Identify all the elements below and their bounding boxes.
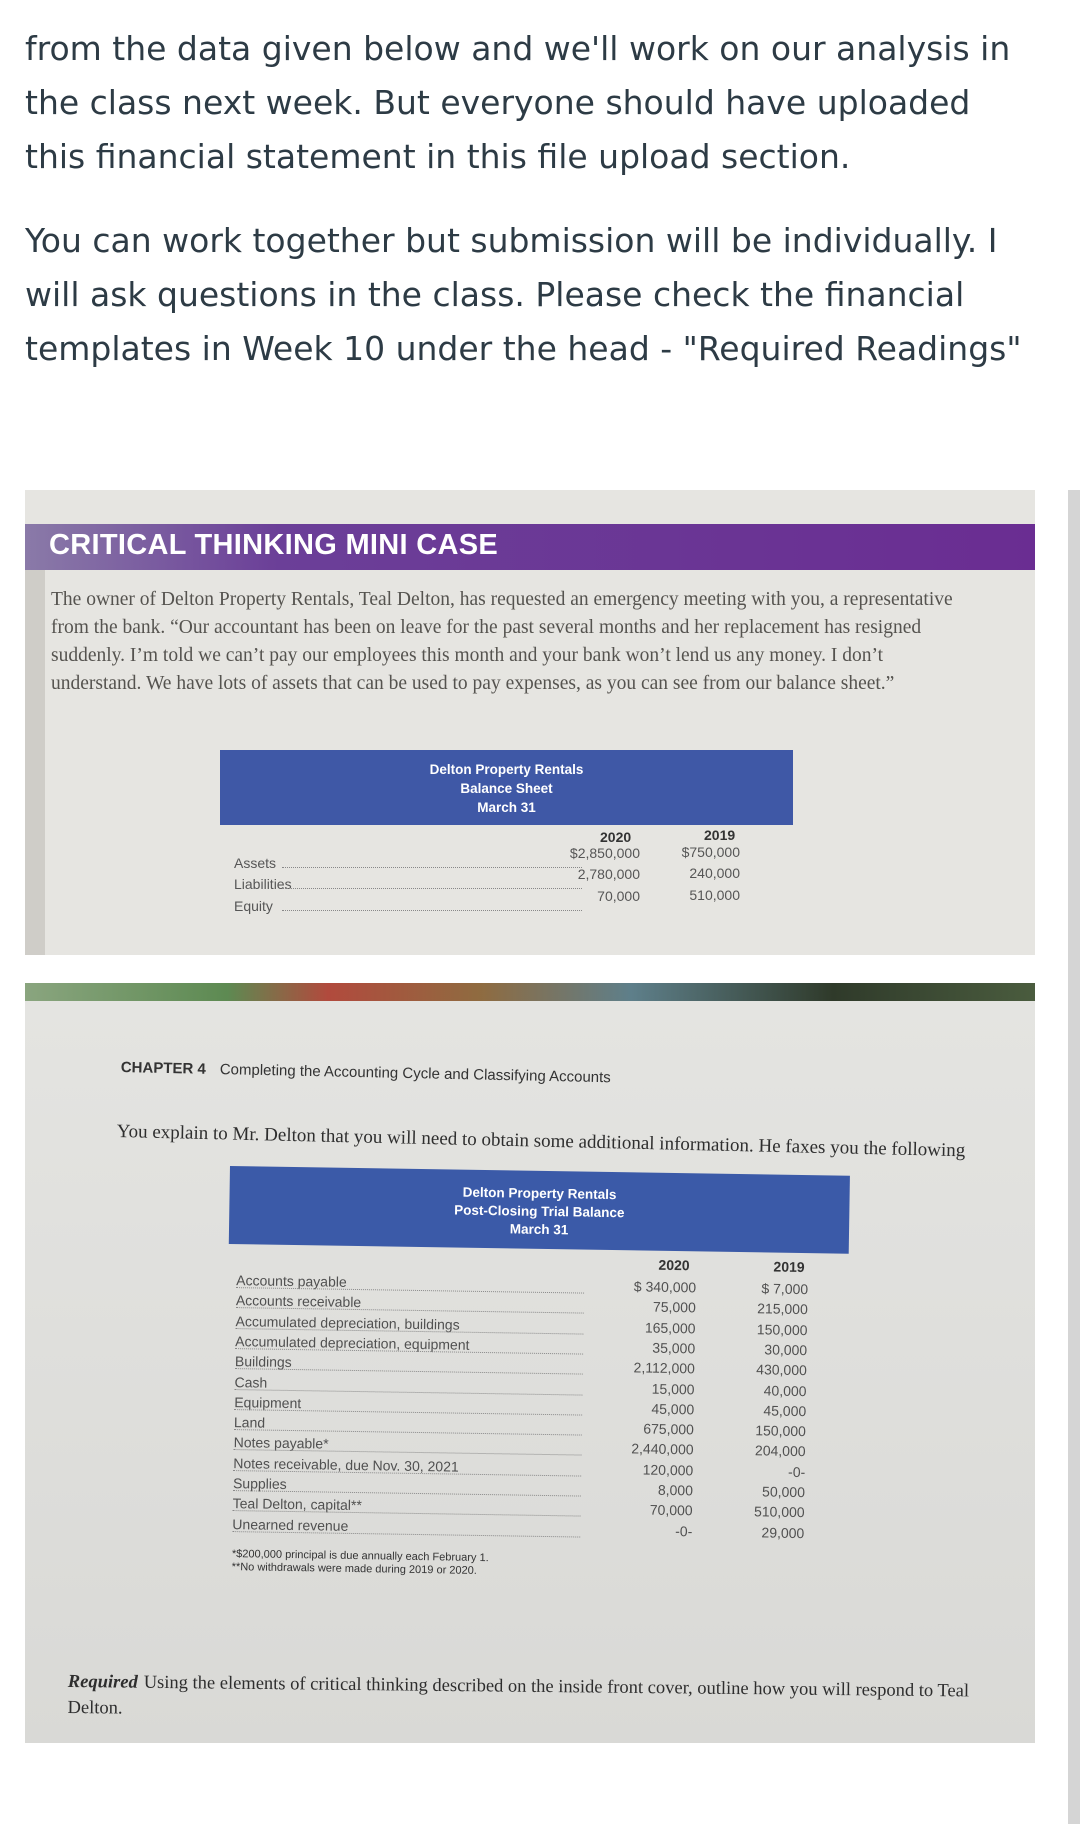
balance-sheet-company: Delton Property Rentals — [429, 762, 584, 777]
mini-case-banner — [25, 524, 1035, 570]
balance-sheet-year-2019: 2019 — [704, 827, 736, 843]
balance-sheet-statement: Balance Sheet — [460, 781, 553, 796]
photo-background-strip — [25, 983, 1035, 1001]
row-label: Accumulated depreciation, buildings — [235, 1312, 460, 1333]
row-value-2020: 675,000 — [643, 1420, 695, 1438]
row-value-2020: 70,000 — [597, 888, 640, 904]
balance-sheet-table — [220, 825, 793, 945]
row-label: Accounts receivable — [235, 1292, 362, 1311]
trial-balance-date: March 31 — [509, 1221, 569, 1238]
row-value-2019: 150,000 — [755, 1422, 807, 1440]
assignment-instructions — [25, 22, 1035, 376]
row-value-2020: $2,850,000 — [569, 845, 640, 861]
row-value-2019: 30,000 — [764, 1341, 808, 1358]
row-value-2019: 510,000 — [753, 1503, 805, 1521]
page-margin-shade — [25, 570, 45, 955]
balance-sheet-date: March 31 — [477, 800, 536, 815]
row-value-2020: 165,000 — [644, 1319, 696, 1336]
row-value-2020: 8,000 — [657, 1481, 694, 1499]
trial-balance-statement: Post-Closing Trial Balance — [454, 1202, 625, 1221]
row-label: Teal Delton, capital** — [232, 1495, 362, 1514]
balance-sheet-year-2020: 2020 — [600, 829, 632, 845]
footnote-notes-payable: *$200,000 principal is due annually each February 1. — [231, 1547, 489, 1565]
row-value-2020: 2,440,000 — [631, 1440, 694, 1458]
row-value-2019: -0- — [788, 1463, 806, 1480]
row-value-2020: 45,000 — [651, 1400, 695, 1418]
leader-dots — [232, 1531, 580, 1537]
row-label: Assets — [234, 855, 277, 871]
row-value-2019: 150,000 — [756, 1320, 808, 1338]
required-prompt — [67, 1669, 997, 1731]
trial-balance-company: Delton Property Rentals — [462, 1184, 617, 1203]
row-label: Cash — [234, 1373, 268, 1391]
row-label: Notes payable* — [233, 1434, 329, 1452]
row-label: Supplies — [232, 1475, 287, 1492]
trial-balance-body — [223, 1244, 848, 1594]
chapter-heading — [121, 1059, 611, 1086]
instructions-paragraph-1: from the data given below and we'll work on our analysis in the class next week. But everyone should have uploaded this financial statement in this file upload section. — [25, 29, 1011, 176]
row-value-2019: 430,000 — [756, 1361, 807, 1379]
trial-balance-year-2019: 2019 — [773, 1258, 805, 1276]
row-value-2020: $ 340,000 — [633, 1278, 697, 1296]
chapter-number: CHAPTER 4 — [120, 1059, 206, 1078]
row-label: Accumulated depreciation, equipment — [235, 1332, 470, 1353]
required-label: Required — [67, 1671, 138, 1693]
row-label: Notes receivable, due Nov. 30, 2021 — [233, 1454, 459, 1475]
textbook-page — [25, 1001, 1035, 1743]
row-label: Land — [233, 1414, 266, 1431]
footnote-withdrawals: **No withdrawals were made during 2019 or 2020. — [231, 1560, 477, 1577]
instructions-paragraph-2: You can work together but submission will be individually. I will ask questions in the class. Please check the financial templates in Week 10 under the head - "Required Readings" — [25, 221, 1022, 368]
trial-balance-year-2020: 2020 — [658, 1256, 690, 1274]
row-label: Accounts payable — [236, 1272, 347, 1290]
row-label: Liabilities — [234, 876, 292, 892]
row-value-2020: 2,112,000 — [633, 1359, 696, 1377]
balance-sheet-header — [220, 750, 793, 825]
row-label: Equipment — [234, 1393, 302, 1411]
row-value-2019: 510,000 — [689, 887, 740, 903]
row-value-2020: 75,000 — [652, 1298, 696, 1316]
leader-dots — [282, 910, 582, 911]
row-value-2019: 45,000 — [763, 1402, 807, 1419]
mini-case-title: CRITICAL THINKING MINI CASE — [49, 529, 499, 561]
row-label: Equity — [234, 898, 273, 914]
chapter-title: Completing the Accounting Cycle and Classifying Accounts — [219, 1061, 611, 1087]
trial-balance-header — [229, 1166, 850, 1254]
row-value-2020: 15,000 — [651, 1380, 695, 1397]
row-value-2020: 2,780,000 — [577, 866, 640, 882]
trial-balance-table — [223, 1166, 849, 1594]
required-text: Using the elements of critical thinking described on the inside front cover, outline how you will respond to Teal Delton. — [67, 1672, 970, 1719]
row-value-2020: 35,000 — [652, 1339, 696, 1357]
scrollbar[interactable] — [1068, 490, 1080, 1824]
row-value-2019: $750,000 — [681, 844, 740, 860]
row-value-2019: 29,000 — [761, 1523, 805, 1541]
trial-balance-image — [25, 983, 1035, 1743]
row-value-2020: 70,000 — [649, 1501, 693, 1519]
row-label: Unearned revenue — [232, 1515, 349, 1534]
explanation-text: You explain to Mr. Delton that you will need to obtain some additional information. He faxes you the following — [116, 1121, 966, 1162]
row-value-2019: $ 7,000 — [761, 1280, 809, 1298]
row-label: Buildings — [234, 1353, 292, 1371]
row-value-2019: 40,000 — [763, 1381, 807, 1399]
mini-case-text: The owner of Delton Property Rentals, Teal Delton, has requested an emergency meeting with you, a representative from the bank. “Our accountant has been on leave for the past several months and her replacement has resigned suddenly. I’m told we can’t pay our employees this month and your bank won’t lend us any money. I don’t understand. We have lots of assets that can be used to pay expenses, as you can see from our balance sheet.” — [51, 589, 953, 694]
mini-case-image — [25, 490, 1035, 955]
row-value-2020: 120,000 — [642, 1461, 694, 1479]
row-value-2019: 240,000 — [689, 865, 740, 881]
row-value-2019: 215,000 — [757, 1300, 808, 1318]
row-value-2019: 204,000 — [754, 1442, 806, 1460]
row-value-2020: -0- — [675, 1522, 693, 1539]
row-value-2019: 50,000 — [762, 1483, 806, 1501]
